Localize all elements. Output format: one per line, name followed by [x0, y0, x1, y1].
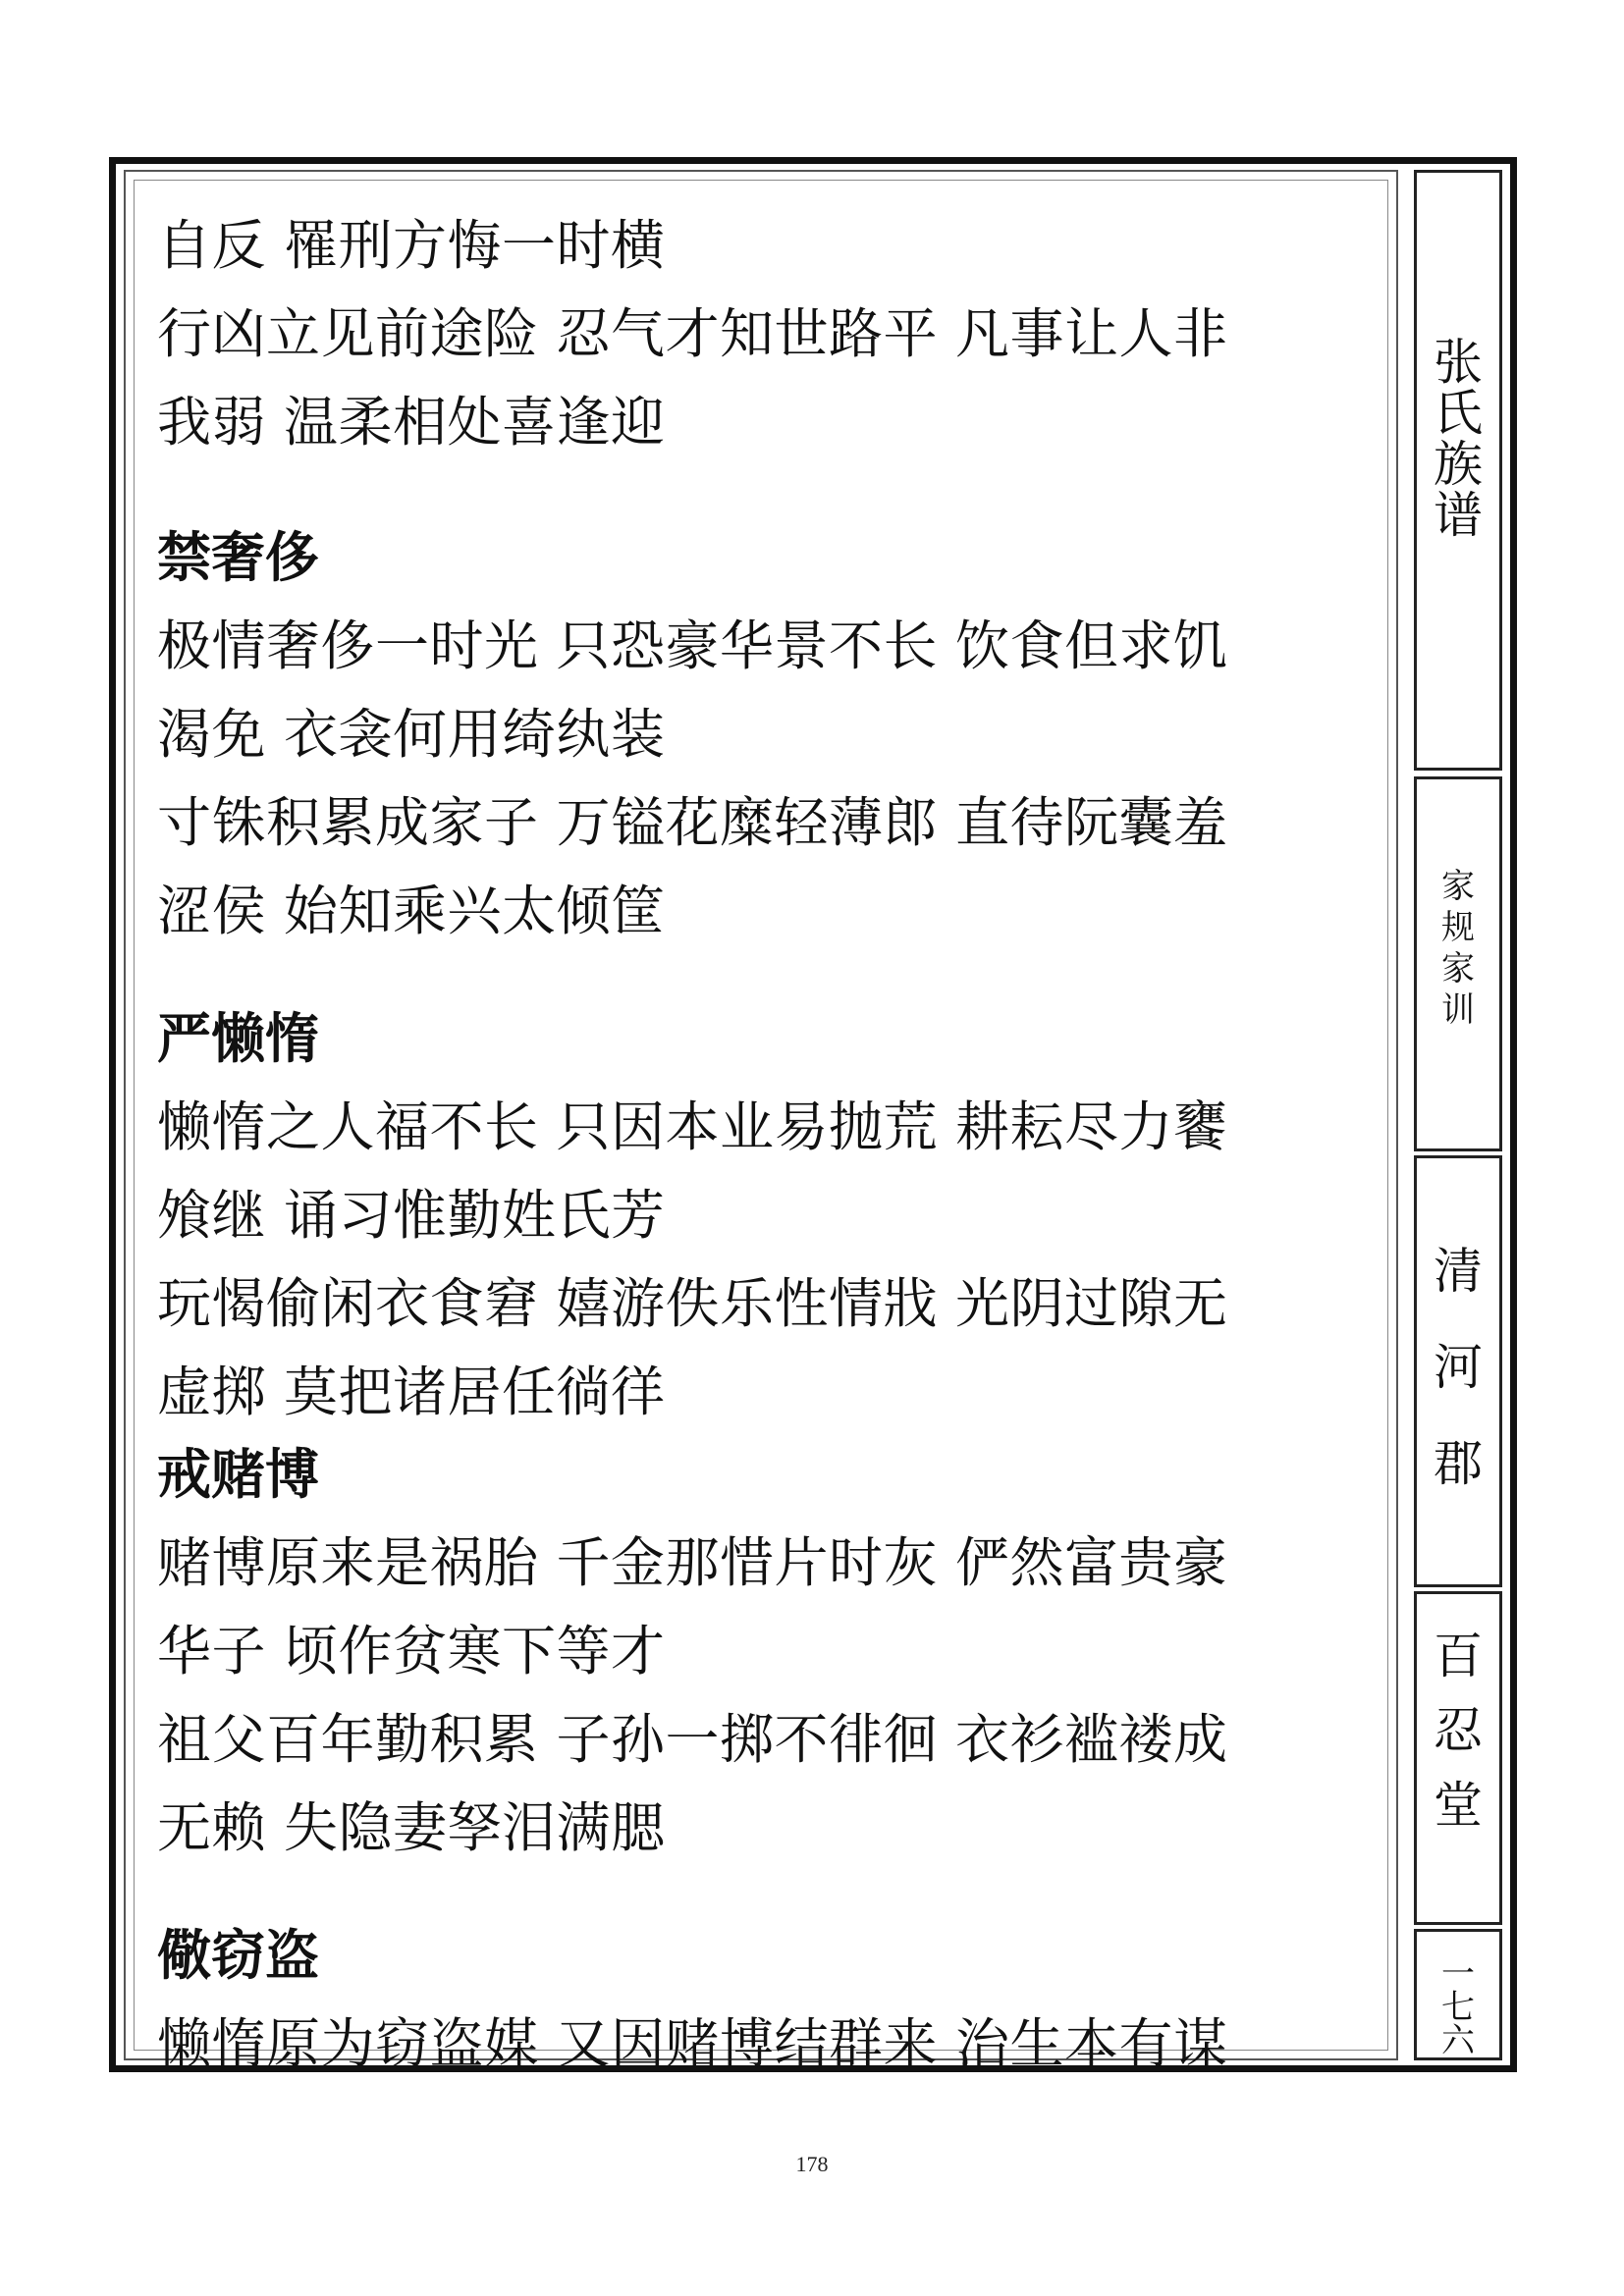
- place-char: 郡: [1434, 1435, 1483, 1492]
- book-title-box: [1414, 170, 1502, 771]
- hall-box: [1414, 1591, 1502, 1925]
- book-title-char: 族: [1434, 436, 1483, 493]
- text-line: 赌博原来是祸胎 千金那惜片时灰 俨然富贵豪: [157, 1531, 1228, 1594]
- page-number: 178: [795, 2152, 829, 2176]
- hall-char: 堂: [1434, 1777, 1483, 1834]
- text-line: 行凶立见前途险 忍气才知世路平 凡事让人非: [157, 302, 1228, 365]
- text-line: 寸铢积累成家子 万镒花糜轻薄郎 直待阮囊羞: [157, 791, 1228, 854]
- text-line: 华子 顷作贫寒下等才: [157, 1620, 666, 1682]
- text-line: 涩侯 始知乘兴太倾筐: [157, 880, 666, 942]
- section-heading: 禁奢侈: [157, 526, 320, 589]
- section-heading: 严懒惰: [157, 1007, 320, 1070]
- book-title-char: 氏: [1434, 385, 1483, 442]
- folio-char: 一: [1441, 1954, 1475, 1994]
- side-column: [1414, 170, 1502, 2060]
- section-title-char: 家: [1441, 867, 1475, 906]
- section-heading: 戒赌博: [157, 1443, 320, 1506]
- text-line: 祖父百年勤积累 子孙一掷不徘徊 衣衫褴褛成: [157, 1708, 1228, 1771]
- folio-char: 七: [1441, 1988, 1475, 2027]
- section-title-char: 家: [1441, 949, 1475, 988]
- book-title-char: 谱: [1434, 487, 1483, 544]
- section-heading: 儆窃盗: [157, 1924, 320, 1987]
- place-char: 清: [1434, 1243, 1483, 1300]
- text-line: 懒惰之人福不长 只因本业易抛荒 耕耘尽力饔: [157, 1095, 1228, 1158]
- folio-char: 六: [1441, 2021, 1475, 2060]
- hall-char: 百: [1434, 1628, 1483, 1684]
- text-line: 自反 罹刑方悔一时横: [157, 214, 666, 277]
- place-box: [1414, 1155, 1502, 1587]
- section-title-char: 训: [1441, 990, 1475, 1030]
- text-line: 我弱 温柔相处喜逢迎: [157, 391, 666, 454]
- text-line: 极情奢侈一时光 只恐豪华景不长 饮食但求饥: [157, 614, 1228, 677]
- section-title-char: 规: [1441, 908, 1475, 947]
- text-line: 玩愒偷闲衣食窘 嬉游佚乐性情戕 光阴过隙无: [157, 1272, 1228, 1335]
- hall-char: 忍: [1434, 1702, 1483, 1759]
- text-line: 无赖 失隐妻孥泪满腮: [157, 1796, 666, 1859]
- text-line: 飧继 诵习惟勤姓氏芳: [157, 1184, 666, 1247]
- place-char: 河: [1434, 1339, 1483, 1396]
- folio-box: [1414, 1929, 1502, 2060]
- book-title-char: 张: [1434, 334, 1483, 391]
- section-title-box: [1414, 776, 1502, 1151]
- text-line: 懒惰原为窃盗媒 又因赌博结群来 治生本有谋: [157, 2012, 1228, 2075]
- text-line: 渴免 衣衾何用绮纨装: [157, 703, 666, 766]
- text-line: 虚掷 莫把诸居任徜徉: [157, 1361, 666, 1423]
